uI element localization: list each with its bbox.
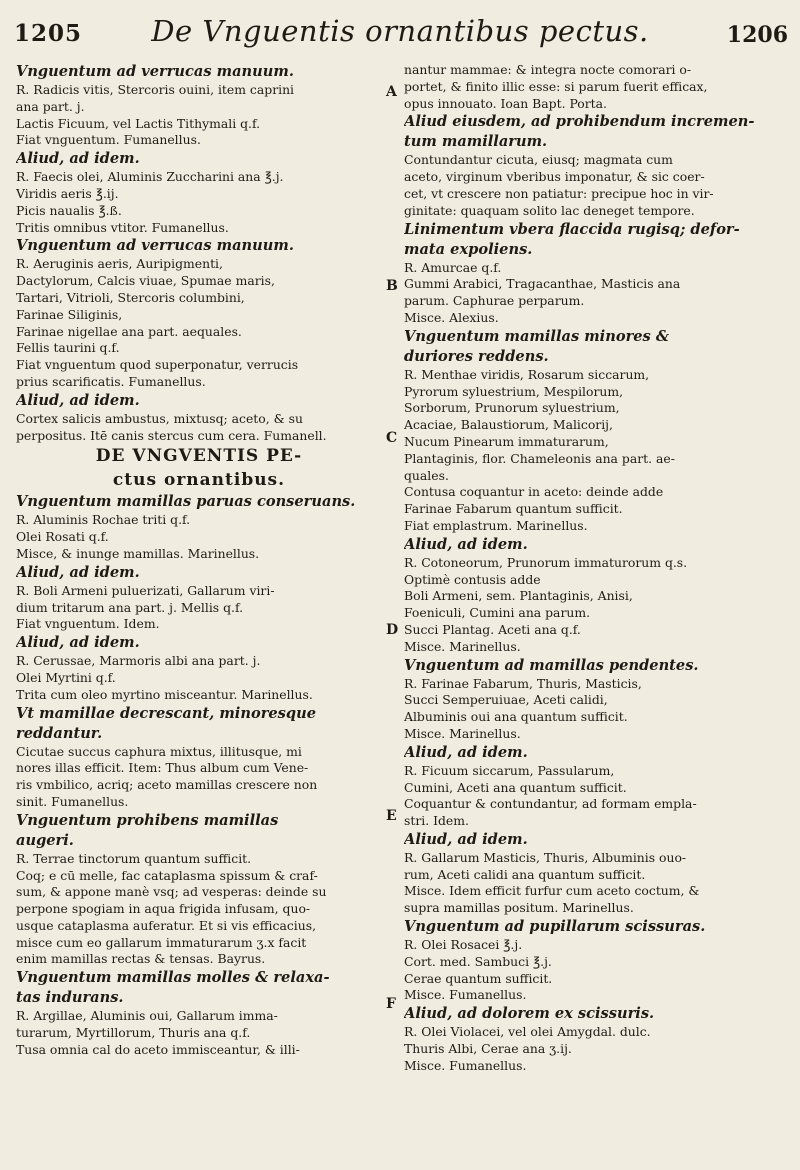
text-line: R. Olei Rosacei ℥.j. [404,937,523,953]
text-line: Tusa omnia cal do aceto immisceantur, & illi- [16,1041,300,1057]
text-line: misce cum eo gallarum immaturarum ʒ.x facit [16,934,307,950]
text-line: Acaciae, Balaustiorum, Malicorij, [404,417,613,433]
text-line: Cumini, Aceti ana quantum sufficit. [404,779,627,795]
text-line: Farinae Siliginis, [16,306,123,322]
recipe-heading: Vnguentum ad verrucas manuum. [16,237,294,255]
right-column [404,62,784,1075]
text-line: ana part. j. [16,98,85,114]
text-line: R. Amurcae q.f. [404,259,502,275]
text-line: Dactylorum, Calcis viuae, Spumae maris, [16,273,275,289]
text-line: cet, vt crescere non patiatur: precipue hoc in vir- [404,185,714,201]
text-line: quales. [404,467,449,483]
recipe-heading: Aliud, ad dolorem ex scissuris. [404,1005,655,1023]
recipe-heading: Aliud, ad idem. [16,634,140,652]
text-line: Contundantur cicuta, eiusq; magmata cum [404,152,673,168]
recipe-heading: Aliud, ad idem. [16,391,140,409]
text-line: Plantaginis, flor. Chameleonis ana part. ae- [404,450,675,466]
margin-letter-a: A [386,84,397,100]
text-line: nores illas efficit. Item: Thus album cum Vene- [16,760,309,776]
recipe-heading: Vnguentum ad mamillas pendentes. [404,656,699,674]
text-line: sinit. Fumanellus. [16,793,129,809]
text-line: R. Cerussae, Marmoris albi ana part. j. [16,653,261,669]
text-line: Olei Myrtini q.f. [16,669,116,685]
text-line: Optimè contusis adde [404,571,541,587]
recipe-heading: Linimentum vbera flaccida rugisq; defor- [404,220,740,238]
text-line: Tritis omnibus vtitor. Fumanellus. [16,219,229,235]
text-line: Misce. Marinellus. [404,725,521,741]
recipe-heading: Aliud, ad idem. [404,830,528,848]
text-line: Fiat vnguentum quod superponatur, verrucis [16,357,299,373]
text-line: Viridis aeris ℥.ij. [16,185,119,201]
text-line: dium tritarum ana part. j. Mellis q.f. [16,599,244,615]
text-line: Misce. Fumanellus. [404,987,527,1003]
text-line: Olei Rosati q.f. [16,529,109,545]
text-line: Gummi Arabici, Tragacanthae, Masticis ana [404,276,681,292]
text-line: R. Aeruginis aeris, Auripigmenti, [16,256,223,272]
text-line: Cortex salicis ambustus, mixtusq; aceto, & su [16,410,303,426]
margin-letter-c: C [386,430,398,446]
text-line: Farinae nigellae ana part. aequales. [16,323,242,339]
text-line: Succi Plantag. Aceti ana q.f. [404,621,581,637]
recipe-heading: Vnguentum mamillas paruas conseruans. [16,493,356,511]
text-line: Cort. med. Sambuci ℥.j. [404,953,552,969]
text-line: Misce, & inunge mamillas. Marinellus. [16,545,260,561]
text-line: R. Aluminis Rochae triti q.f. [16,512,191,528]
text-line: enim mamillas rectas & tensas. Bayrus. [16,951,266,967]
text-line: stri. Idem. [404,813,469,829]
text-line: R. Boli Armeni puluerizati, Gallarum viri- [16,582,275,598]
text-line: Cerae quantum sufficit. [404,970,553,986]
margin-letter-d: D [386,622,399,638]
recipe-heading: duriores reddens. [404,347,549,365]
text-line: Foeniculi, Cumini ana parum. [404,605,591,621]
margin-letter-b: B [386,278,398,294]
text-line: Pyrorum syluestrium, Mespilorum, [404,383,624,399]
page-header [0,10,800,54]
recipe-heading: Vnguentum prohibens mamillas [16,811,279,829]
running-title: De Vnguentis ornantibus pectus. [151,14,649,48]
text-line: R. Olei Violacei, vel olei Amygdal. dulc. [404,1024,651,1040]
recipe-heading: Vnguentum ad verrucas manuum. [16,63,294,80]
text-line: parum. Caphurae perparum. [404,293,585,309]
text-line: R. Terrae tinctorum quantum sufficit. [16,850,252,866]
recipe-heading: tas indurans. [16,989,124,1007]
text-line: Misce. Idem efficit furfur cum aceto coctum, & [404,883,700,899]
text-line: Coq; e cū melle, fac cataplasma spissum & craf- [16,867,318,883]
text-line: Coquantur & contundantur, ad formam empla- [404,796,697,812]
recipe-heading: Vnguentum ad pupillarum scissuras. [404,918,706,936]
text-line: supra mamillas positum. Marinellus. [404,900,634,916]
text-line: usque cataplasma auferatur. Et si vis efficacius, [16,917,317,933]
text-line: R. Menthae viridis, Rosarum siccarum, [404,366,650,382]
recipe-heading: mata expoliens. [404,240,533,258]
page-number-right: 1206 [726,22,788,48]
text-line: R. Farinae Fabarum, Thuris, Masticis, [404,675,642,691]
text-line: Trita cum oleo myrtino misceantur. Marinellus. [16,686,313,702]
text-line: prius scarificatis. Fumanellus. [16,373,206,389]
recipe-heading: reddantur. [16,724,103,742]
text-line: Lactis Ficuum, vel Lactis Tithymali q.f. [16,115,261,131]
recipe-heading: Aliud, ad idem. [16,150,140,168]
text-line: R. Faecis olei, Aluminis Zuccharini ana ℥.j. [16,169,284,185]
text-line: nantur mammae: & integra nocte comorari o- [404,62,692,77]
text-line: Fiat emplastrum. Marinellus. [404,517,588,533]
text-line: Tartari, Vitrioli, Stercoris columbini, [16,289,245,305]
left-column [16,62,382,1059]
text-line: R. Gallarum Masticis, Thuris, Albuminis ouo- [404,849,687,865]
text-line: Boli Armeni, sem. Plantaginis, Anisi, [404,588,633,604]
text-line: Fiat vnguentum. Idem. [16,616,160,632]
text-line: aceto, virginum vberibus imponatur, & sic coer- [404,169,705,185]
text-line: R. Ficuum siccarum, Passularum, [404,762,615,778]
recipe-heading: Aliud eiusdem, ad prohibendum incremen- [404,113,755,131]
text-line: Misce. Marinellus. [404,638,521,654]
text-line: ginitate: quaquam solito lac deneget tempore. [404,202,695,218]
section-title: ctus ornantibus. [112,470,286,491]
text-line: sum, & appone manè vsq; ad vesperas: deinde su [16,884,327,900]
text-line: turarum, Myrtillorum, Thuris ana q.f. [16,1025,251,1041]
text-line: Succi Semperuiuae, Aceti calidi, [404,692,608,708]
section-title: DE VNGVENTIS PE- [95,446,303,467]
text-line: Thuris Albi, Cerae ana ʒ.ij. [404,1041,572,1057]
text-line: Fellis taurini q.f. [16,340,120,356]
text-line: Farinae Fabarum quantum sufficit. [404,501,623,517]
margin-letter-e: E [386,808,397,824]
text-line: R. Argillae, Aluminis oui, Gallarum imma- [16,1008,278,1024]
recipe-heading: Vnguentum mamillas minores & [404,327,670,345]
text-line: Albuminis oui ana quantum sufficit. [404,709,628,725]
text-line: Misce. Fumanellus. [404,1057,527,1073]
recipe-heading: augeri. [16,831,74,849]
recipe-heading: Aliud, ad idem. [404,743,528,761]
margin-letter-f: F [386,996,396,1012]
text-line: Fiat vnguentum. Fumanellus. [16,132,201,148]
text-line: rum, Aceti calidi ana quantum sufficit. [404,866,646,882]
text-line: perpositus. Itē canis stercus cum cera. Fumanell. [16,427,327,443]
recipe-heading: tum mamillarum. [404,133,548,151]
text-line: Cicutae succus caphura mixtus, illitusque, mi [16,743,302,759]
recipe-heading: Vnguentum mamillas molles & relaxa- [16,969,330,987]
text-line: Nucum Pinearum immaturarum, [404,433,609,449]
text-line: portet, & finito illic esse: si parum fuerit efficax, [404,78,708,94]
text-line: Misce. Alexius. [404,309,499,325]
text-line: R. Radicis vitis, Stercoris ouini, item caprini [16,82,295,97]
page-number-left: 1205 [14,20,83,47]
recipe-heading: Vt mamillae decrescant, minoresque [16,704,316,722]
text-line: R. Cotoneorum, Prunorum immaturorum q.s. [404,554,688,570]
text-line: Contusa coquantur in aceto: deinde adde [404,484,664,500]
text-line: opus innouato. Ioan Bapt. Porta. [404,95,607,111]
recipe-heading: Aliud, ad idem. [16,563,140,581]
text-line: perpone spogiam in aqua frigida infusam, quo- [16,901,311,917]
text-line: Sorborum, Prunorum syluestrium, [404,400,620,416]
recipe-heading: Aliud, ad idem. [404,535,528,553]
text-line: Picis naualis ℥.ß. [16,202,122,218]
text-line: ris vmbilico, acriq; aceto mamillas crescere non [16,777,318,793]
